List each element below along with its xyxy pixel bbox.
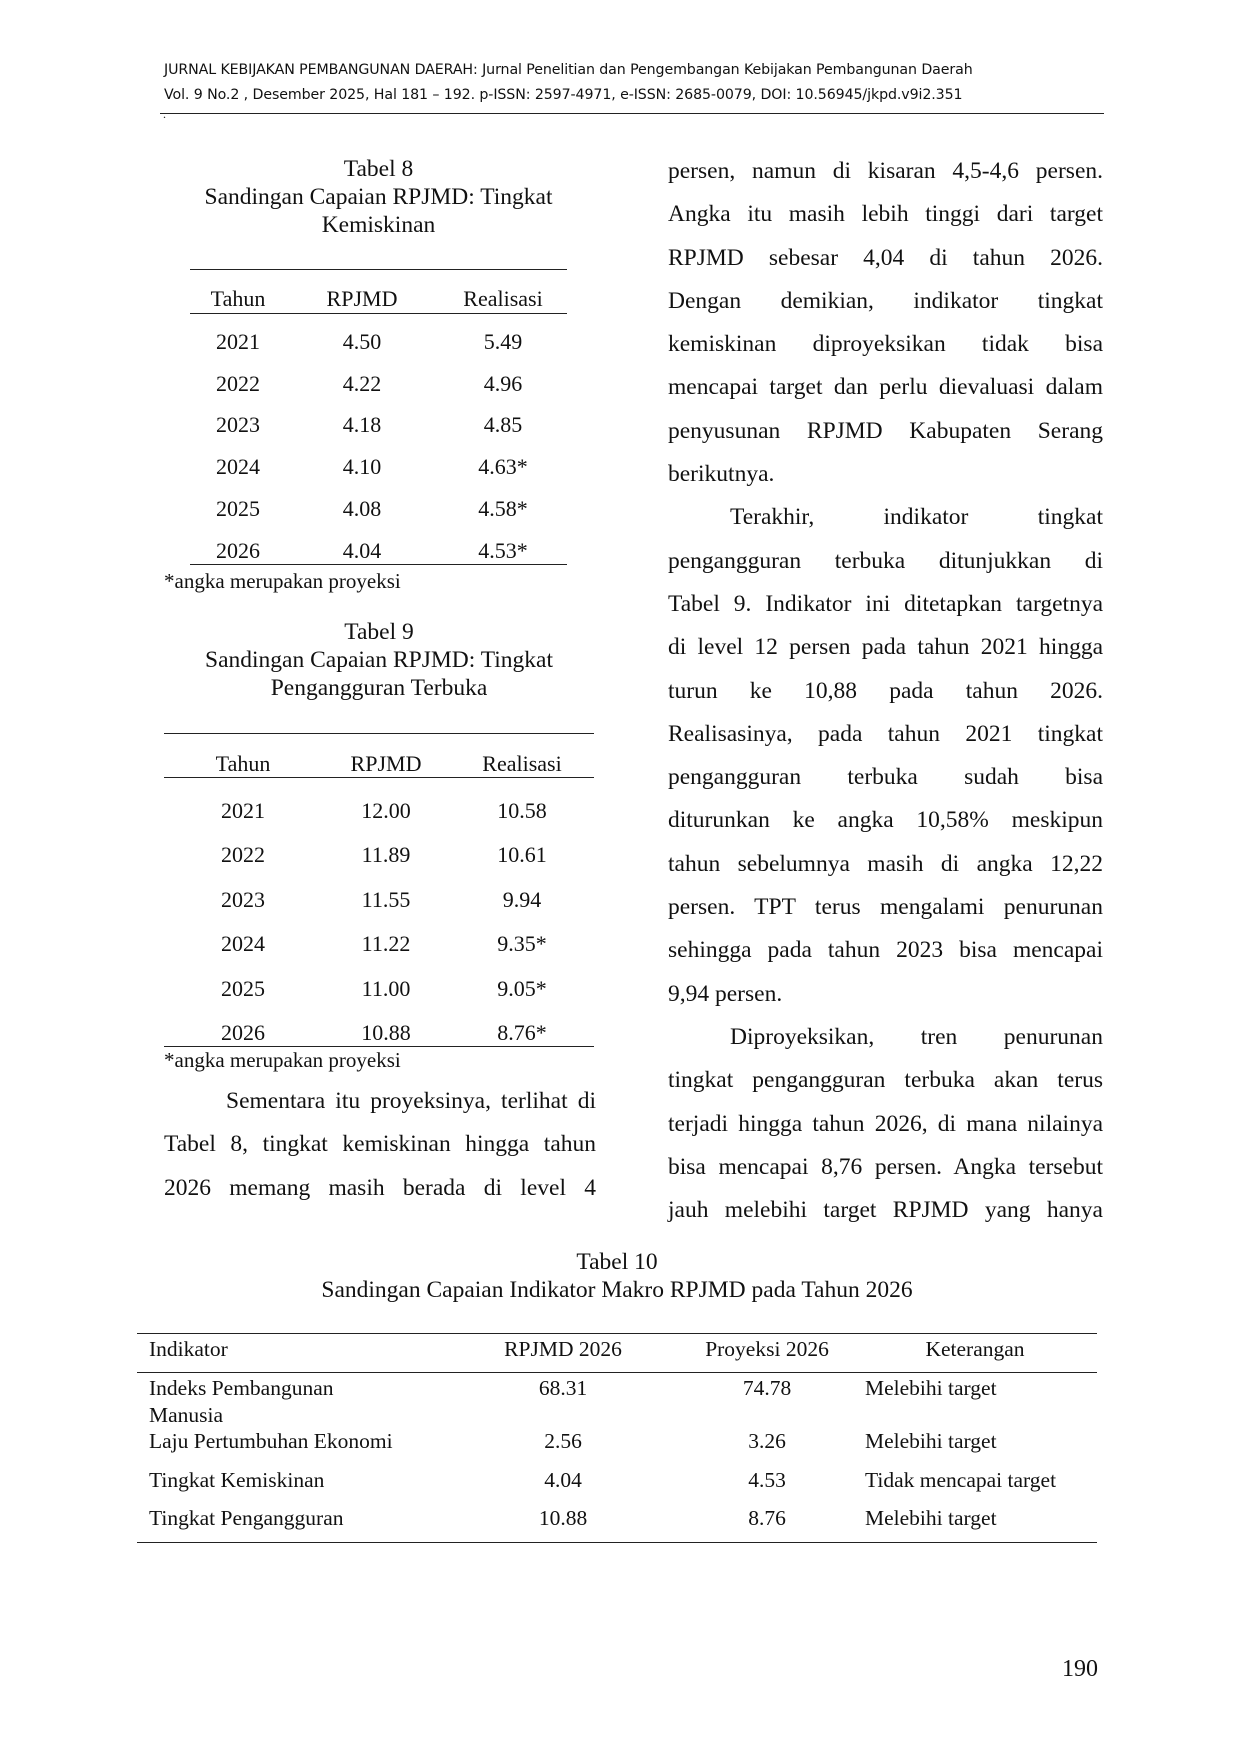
text-line: tahun sebelumnya masih di angka 12,22 bbox=[668, 850, 1103, 877]
journal-title-line: JURNAL KEBIJAKAN PEMBANGUNAN DAERAH: Jurnal Penelitian dan Pengembangan Kebijakan Pembangunan Daerah bbox=[164, 62, 973, 78]
table8-cell-year: 2021 bbox=[216, 329, 260, 354]
table10-cell-keterangan: Melebihi target bbox=[865, 1506, 997, 1530]
table8-cell-rpjmd: 4.18 bbox=[342, 412, 382, 437]
table8-header-tahun: Tahun bbox=[210, 286, 266, 311]
table9-cell-year: 2023 bbox=[221, 887, 265, 912]
table9-cell-year: 2025 bbox=[221, 976, 265, 1001]
table10-cell-keterangan: Melebihi target bbox=[865, 1376, 997, 1400]
table10-caption bbox=[137, 1248, 1097, 1304]
text-line: kemiskinan diproyeksikan tidak bisa bbox=[668, 331, 1103, 358]
text-line: Tabel 9. Indikator ini ditetapkan targetnya bbox=[668, 590, 1103, 617]
table8-cell-realisasi: 5.49 bbox=[483, 329, 523, 354]
table8-cell-rpjmd: 4.22 bbox=[342, 371, 382, 396]
text-line: persen, namun di kisaran 4,5-4,6 persen. bbox=[668, 158, 1103, 184]
running-head bbox=[164, 58, 1099, 108]
table9-header-rpjmd: RPJMD bbox=[350, 751, 422, 776]
table8-header-rule bbox=[190, 313, 567, 314]
table10-title: Sandingan Capaian Indikator Makro RPJMD pada Tahun 2026 bbox=[321, 1277, 913, 1303]
text-line: Sementara itu proyeksinya, terlihat di bbox=[226, 1088, 596, 1114]
table10-cell-proyeksi: 74.78 bbox=[742, 1376, 792, 1400]
table10-cell-indikator: Indeks Pembangunan bbox=[149, 1376, 334, 1400]
table8-cell-rpjmd: 4.08 bbox=[342, 496, 382, 521]
text-line: 2026 memang masih berada di level 4 bbox=[164, 1174, 596, 1201]
table10-header-rpjmd: RPJMD 2026 bbox=[504, 1337, 622, 1361]
table8-note: *angka merupakan proyeksi bbox=[164, 569, 401, 593]
text-line: jauh melebihi target RPJMD yang hanya bbox=[668, 1197, 1103, 1224]
table8-cell-rpjmd: 4.04 bbox=[342, 538, 382, 563]
table10-cell-keterangan: Tidak mencapai target bbox=[865, 1468, 1057, 1492]
table8-cell-year: 2025 bbox=[216, 496, 260, 521]
table9-cell-realisasi: 10.58 bbox=[497, 798, 547, 823]
table9-cell-year: 2026 bbox=[221, 1020, 265, 1045]
table8-caption bbox=[190, 155, 567, 239]
table8-cell-realisasi: 4.58* bbox=[478, 496, 528, 521]
text-line: Diproyeksikan, tren penurunan bbox=[730, 1023, 1103, 1050]
table9-cell-rpjmd: 11.00 bbox=[361, 976, 411, 1001]
table9-top-rule bbox=[164, 733, 594, 734]
table8-cell-year: 2022 bbox=[216, 371, 260, 396]
table9-header-realisasi: Realisasi bbox=[482, 751, 562, 776]
table9-cell-rpjmd: 11.55 bbox=[361, 887, 411, 912]
text-line: RPJMD sebesar 4,04 di tahun 2026. bbox=[668, 244, 1103, 271]
table8-number: Tabel 8 bbox=[343, 156, 414, 182]
page-number: 190 bbox=[1062, 1656, 1098, 1682]
table10-cell-proyeksi: 4.53 bbox=[748, 1468, 786, 1492]
table10-cell-rpjmd: 10.88 bbox=[538, 1506, 588, 1530]
journal-issue-line: Vol. 9 No.2 , Desember 2025, Hal 181 – 192. p-ISSN: 2597-4971, e-ISSN: 2685-0079, DOI: 10.56945/jkpd.v9i2.351 bbox=[164, 87, 963, 103]
table9-cell-rpjmd: 11.89 bbox=[361, 842, 411, 867]
table8-cell-realisasi: 4.96 bbox=[483, 371, 523, 396]
table8-title-line2: Kemiskinan bbox=[321, 212, 436, 238]
table9-cell-year: 2022 bbox=[221, 842, 265, 867]
text-line: turun ke 10,88 pada tahun 2026. bbox=[668, 677, 1103, 704]
text-line: bisa mencapai 8,76 persen. Angka tersebut bbox=[668, 1153, 1103, 1180]
text-line: 9,94 persen. bbox=[668, 980, 783, 1007]
right-column-text bbox=[668, 150, 1103, 1232]
text-line: persen. TPT terus mengalami penurunan bbox=[668, 894, 1103, 921]
table8-cell-year: 2024 bbox=[216, 454, 260, 479]
table9-cell-realisasi: 9.94 bbox=[502, 887, 542, 912]
table10-cell-indikator: Tingkat Kemiskinan bbox=[149, 1468, 325, 1492]
table8-cell-rpjmd: 4.10 bbox=[342, 454, 382, 479]
table10-bottom-rule bbox=[137, 1542, 1097, 1543]
text-line: diturunkan ke angka 10,58% meskipun bbox=[668, 807, 1103, 834]
table9-cell-year: 2024 bbox=[221, 931, 265, 956]
table9-caption bbox=[164, 618, 594, 702]
header-dot: . bbox=[163, 107, 166, 121]
table10-header-proyeksi: Proyeksi 2026 bbox=[705, 1337, 829, 1361]
table10-header-rule bbox=[137, 1372, 1097, 1373]
table10-cell-indikator: Laju Pertumbuhan Ekonomi bbox=[149, 1429, 393, 1453]
text-line: Tabel 8, tingkat kemiskinan hingga tahun bbox=[164, 1131, 596, 1158]
text-line: Realisasinya, pada tahun 2021 tingkat bbox=[668, 720, 1103, 747]
table9-note: *angka merupakan proyeksi bbox=[164, 1048, 401, 1072]
table9-cell-realisasi: 10.61 bbox=[497, 842, 547, 867]
text-line: pengangguran terbuka sudah bisa bbox=[668, 764, 1103, 791]
table10-top-rule bbox=[137, 1333, 1097, 1334]
table8-cell-realisasi: 4.63* bbox=[478, 454, 528, 479]
table10-cell-indikator-cont: Manusia bbox=[149, 1403, 224, 1427]
table8-cell-rpjmd: 4.50 bbox=[342, 329, 382, 354]
table9-cell-realisasi: 8.76* bbox=[497, 1020, 547, 1045]
table10-cell-proyeksi: 8.76 bbox=[748, 1506, 786, 1530]
table9-header-tahun: Tahun bbox=[215, 751, 271, 776]
text-line: Terakhir, indikator tingkat bbox=[730, 504, 1103, 531]
table9-number: Tabel 9 bbox=[344, 619, 414, 645]
table9-cell-realisasi: 9.05* bbox=[497, 976, 547, 1001]
table10-cell-indikator: Tingkat Pengangguran bbox=[149, 1506, 344, 1530]
left-column-paragraph bbox=[164, 1080, 596, 1210]
text-line: terjadi hingga tahun 2026, di mana nilainya bbox=[668, 1110, 1103, 1137]
table8-header-rpjmd: RPJMD bbox=[326, 286, 398, 311]
table9-cell-realisasi: 9.35* bbox=[497, 931, 547, 956]
table8-top-rule bbox=[190, 269, 567, 270]
table8-cell-realisasi: 4.53* bbox=[478, 538, 528, 563]
text-line: Dengan demikian, indikator tingkat bbox=[668, 287, 1103, 314]
table10-cell-proyeksi: 3.26 bbox=[748, 1429, 786, 1453]
text-line: pengangguran terbuka ditunjukkan di bbox=[668, 547, 1103, 574]
table9-cell-year: 2021 bbox=[221, 798, 265, 823]
header-rule bbox=[160, 113, 1104, 114]
table10-header-keterangan: Keterangan bbox=[925, 1337, 1025, 1361]
table9-title-line1: Sandingan Capaian RPJMD: Tingkat bbox=[205, 647, 553, 673]
text-line: berikutnya. bbox=[668, 461, 775, 488]
text-line: di level 12 persen pada tahun 2021 hingga bbox=[668, 634, 1103, 661]
table10-cell-rpjmd: 2.56 bbox=[544, 1429, 582, 1453]
table10-cell-keterangan: Melebihi target bbox=[865, 1429, 997, 1453]
table8-bottom-rule bbox=[190, 564, 567, 565]
text-line: Angka itu masih lebih tinggi dari target bbox=[668, 201, 1103, 228]
table9-cell-rpjmd: 12.00 bbox=[361, 798, 411, 823]
table10-cell-rpjmd: 4.04 bbox=[544, 1468, 582, 1492]
text-line: tingkat pengangguran terbuka akan terus bbox=[668, 1067, 1103, 1094]
table8-title-line1: Sandingan Capaian RPJMD: Tingkat bbox=[204, 184, 553, 210]
table10-header-indikator: Indikator bbox=[149, 1337, 228, 1361]
table9-cell-rpjmd: 10.88 bbox=[361, 1020, 411, 1045]
table9-header-rule bbox=[164, 777, 594, 778]
table9-title-line2: Pengangguran Terbuka bbox=[270, 675, 488, 701]
text-line: mencapai target dan perlu dievaluasi dalam bbox=[668, 374, 1103, 401]
table8-header-realisasi: Realisasi bbox=[463, 286, 543, 311]
table9-cell-rpjmd: 11.22 bbox=[361, 931, 411, 956]
text-line: penyusunan RPJMD Kabupaten Serang bbox=[668, 417, 1103, 444]
text-line: sehingga pada tahun 2023 bisa mencapai bbox=[668, 937, 1103, 964]
table8-cell-year: 2026 bbox=[216, 538, 260, 563]
table8-cell-year: 2023 bbox=[216, 412, 260, 437]
table8-cell-realisasi: 4.85 bbox=[483, 412, 523, 437]
table9-bottom-rule bbox=[164, 1046, 594, 1047]
table10-number: Tabel 10 bbox=[576, 1249, 658, 1275]
table10-cell-rpjmd: 68.31 bbox=[538, 1376, 588, 1400]
